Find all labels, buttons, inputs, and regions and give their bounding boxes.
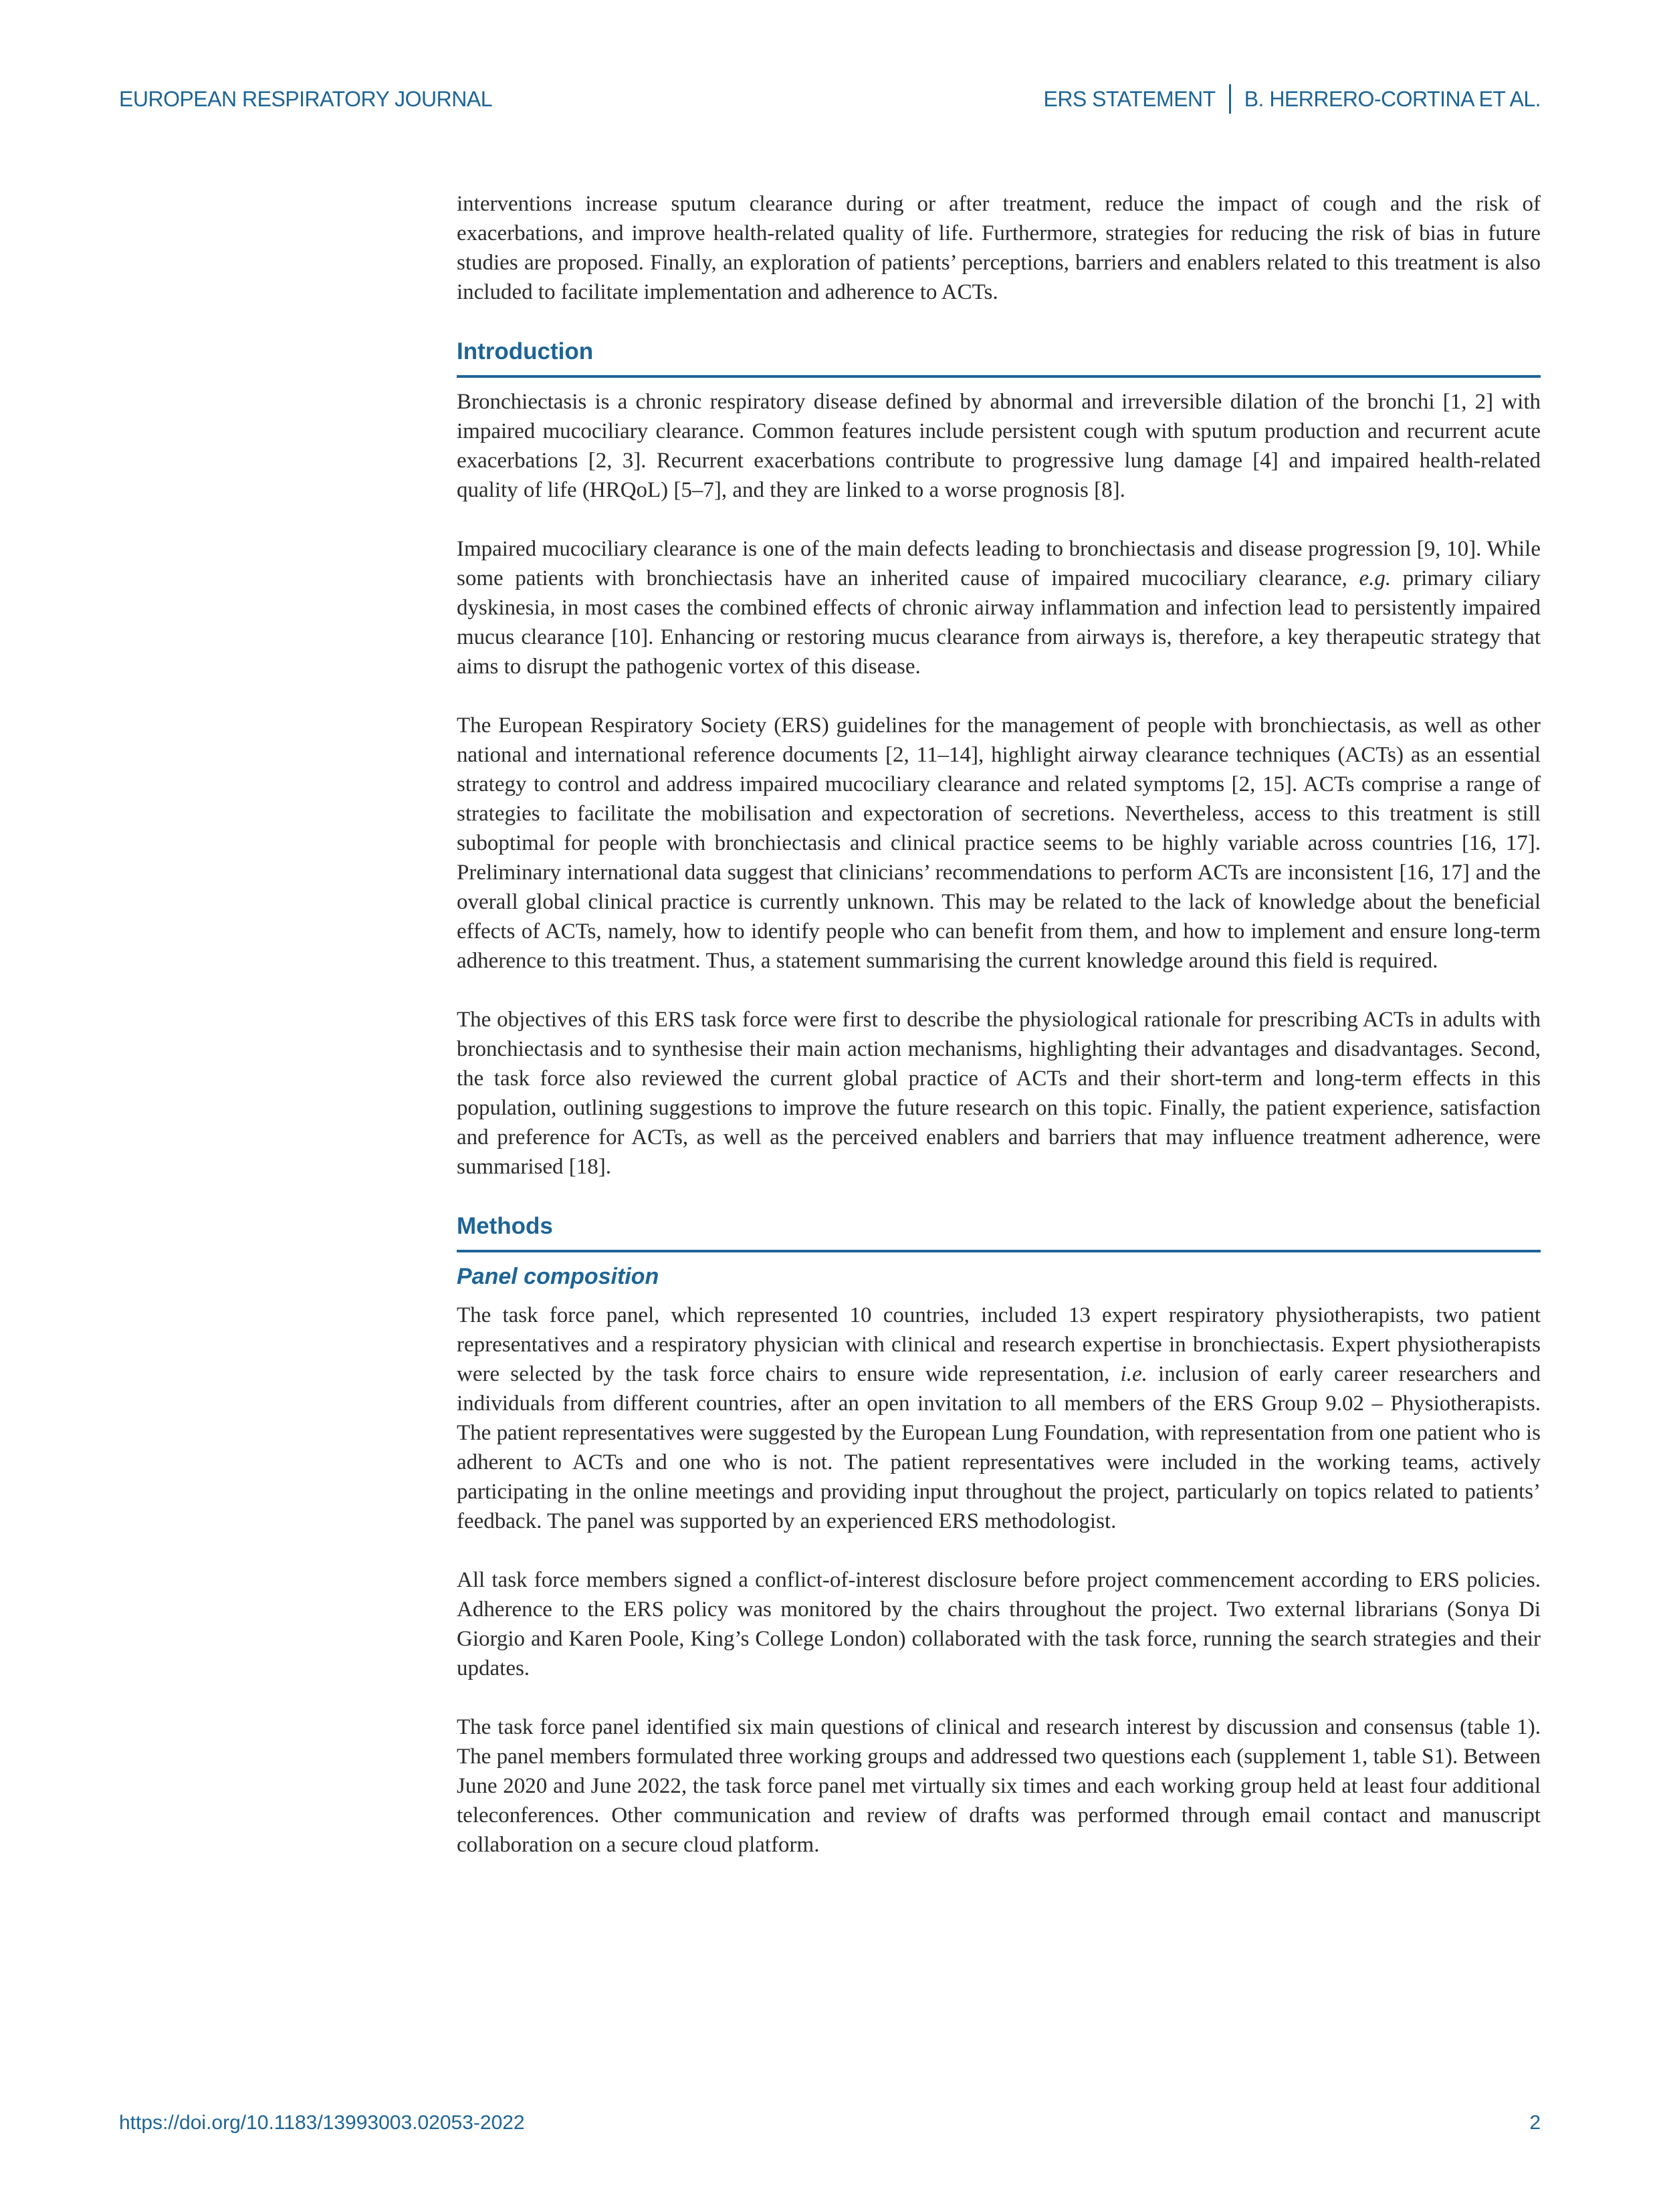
paragraph: All task force members signed a conflict-of-interest disclosure before project commencement according to ERS policies. Adherence to the ERS policy was monitored by the chairs throughout the project. Two external librarians (Sonya Di Giorgio and Karen Poole, King’s College London) collaborated with the task force, running the search strategies and their updates.: [457, 1568, 1541, 1680]
doi-link[interactable]: https://doi.org/10.1183/13993003.02053-2022: [119, 2112, 525, 2134]
panel-composition-heading: Panel composition: [457, 1264, 659, 1289]
paragraph-text: primary ciliary dyskinesia, in most cases the combined effects of chronic airway inflammation and infection lead to persistently impaired mucus clearance [10]. Enhancing or restoring mucus clearance from airways is, therefore, a key therapeutic strategy that aims to disrupt the pathogenic vortex of this disease.: [457, 566, 1541, 679]
page-header: [119, 84, 1541, 114]
introduction-heading: Introduction: [457, 336, 1541, 378]
page-footer: [119, 2112, 1541, 2134]
article-type-label: ERS STATEMENT: [1043, 86, 1216, 111]
section-introduction: [457, 336, 1541, 1182]
paragraph: The task force panel identified six main questions of clinical and research interest by discussion and consensus (table 1). The panel members formulated three working groups and addressed two questions each (supplement 1, table S1). Between June 2020 and June 2022, the task force panel met virtually six times and each working group held at least four additional teleconferences. Other communication and review of drafts was performed through email contact and manuscript collaboration on a secure cloud platform.: [457, 1715, 1541, 1857]
running-head: [1043, 84, 1541, 114]
section-methods: [457, 1211, 1541, 1860]
running-authors: B. HERRERO-CORTINA ET AL.: [1244, 86, 1541, 111]
methods-heading: Methods: [457, 1211, 1541, 1252]
page-number: 2: [1529, 2112, 1541, 2134]
journal-name: EUROPEAN RESPIRATORY JOURNAL: [119, 86, 492, 111]
paragraph: Bronchiectasis is a chronic respiratory disease defined by abnormal and irreversible dilation of the bronchi [1, 2] with impaired mucociliary clearance. Common features include persistent cough with sputum production and recurrent acute exacerbations [2, 3]. Recurrent exacerbations contribute to progressive lung damage [4] and impaired health-related quality of life (HRQoL) [5–7], and they are linked to a worse prognosis [8].: [457, 390, 1541, 502]
paragraph-text: The task force panel, which represented 10 countries, included 13 expert respiratory physiotherapists, two patient representatives and a respiratory physician with clinical and research expertise in bronchiectasis. Expert physiotherapists were selected by the task force chairs to ensure wide representation,: [457, 1303, 1541, 1386]
latin-abbreviation: e.g.: [1359, 566, 1392, 590]
paragraph: The European Respiratory Society (ERS) guidelines for the management of people with bronchiectasis, as well as other national and international reference documents [2, 11–14], highlight airway clearance techniques (ACTs) as an essential strategy to control and address impaired mucociliary clearance and related symptoms [2, 15]. ACTs comprise a range of strategies to facilitate the mobilisation and expectoration of secretions. Nevertheless, access to this treatment is still suboptimal for people with bronchiectasis and clinical practice seems to be highly variable across countries [16, 17]. Preliminary international data suggest that clinicians’ recommendations to perform ACTs are inconsistent [16, 17] and the overall global clinical practice is currently unknown. This may be related to the lack of knowledge about the beneficial effects of ACTs, namely, how to identify people who can benefit from them, and how to implement and ensure long-term adherence to this treatment. Thus, a statement summarising the current knowledge around this field is required.: [457, 713, 1541, 973]
header-separator-bar: [1229, 84, 1231, 114]
abstract-continuation-paragraph: interventions increase sputum clearance during or after treatment, reduce the impact of cough and the risk of exacerbations, and improve health-related quality of life. Furthermore, strategies for reducing the risk of bias in future studies are proposed. Finally, an exploration of patients’ perceptions, barriers and enablers related to this treatment is also included to facilitate implementation and adherence to ACTs.: [457, 192, 1541, 304]
paragraph: The objectives of this ERS task force were first to describe the physiological rationale for prescribing ACTs in adults with bronchiectasis and to synthesise their main action mechanisms, highlighting their advantages and disadvantages. Second, the task force also reviewed the current global practice of ACTs and their short-term and long-term effects in this population, outlining suggestions to improve the future research on this topic. Finally, the patient experience, satisfaction and preference for ACTs, as well as the perceived enablers and barriers that may influence treatment adherence, were summarised [18].: [457, 1008, 1541, 1179]
paragraph-text: inclusion of early career researchers and individuals from different countries, after an open invitation to all members of the ERS Group 9.02 – Physiotherapists. The patient representatives were suggested by the European Lung Foundation, with representation from one patient who is adherent to ACTs and one who is not. The patient representatives were included in the working teams, actively participating in the online meetings and providing input throughout the project, particularly on topics related to patients’ feedback. The panel was supported by an experienced ERS methodologist.: [457, 1362, 1541, 1533]
latin-abbreviation: i.e.: [1120, 1362, 1147, 1386]
paragraph-text: Impaired mucociliary clearance is one of the main defects leading to bronchiectasis and disease progression [9, 10]. While some patients with bronchiectasis have an inherited cause of impaired mucociliary clearance,: [457, 537, 1541, 590]
paragraph: [457, 534, 1541, 681]
paragraph: [457, 1301, 1541, 1536]
text-column: [457, 189, 1541, 1889]
